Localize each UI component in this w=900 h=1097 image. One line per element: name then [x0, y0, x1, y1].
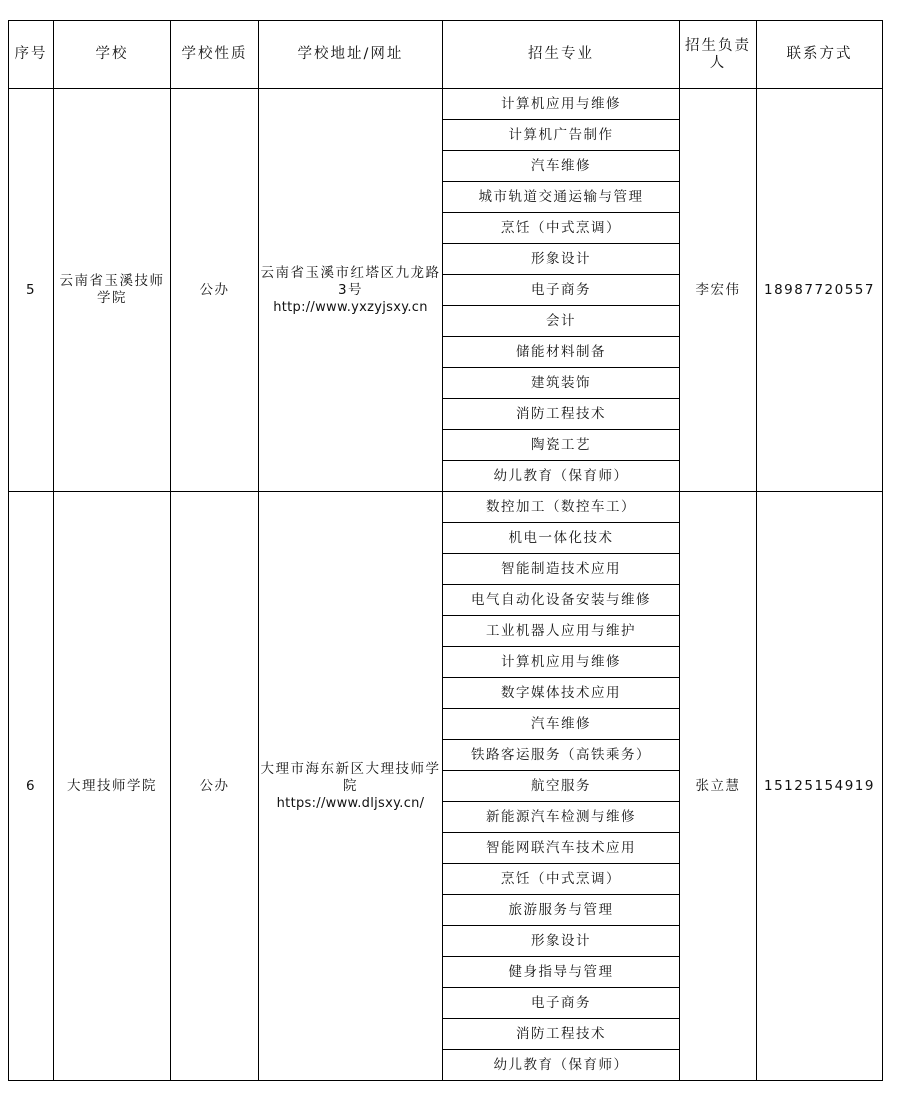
- row-seq: 6: [9, 492, 54, 1081]
- major-item: 智能制造技术应用: [443, 554, 680, 585]
- major-item: 建筑装饰: [443, 368, 680, 399]
- header-address: 学校地址/网址: [259, 21, 443, 89]
- major-item: 烹饪（中式烹调）: [443, 864, 680, 895]
- contact-phone: 15125154919: [757, 492, 883, 1081]
- major-item: 消防工程技术: [443, 399, 680, 430]
- major-item: 幼儿教育（保育师）: [443, 461, 680, 492]
- major-item: 旅游服务与管理: [443, 895, 680, 926]
- major-item: 幼儿教育（保育师）: [443, 1050, 680, 1081]
- header-seq: 序号: [9, 21, 54, 89]
- header-person: 招生负责人: [680, 21, 757, 89]
- major-item: 形象设计: [443, 244, 680, 275]
- major-item: 城市轨道交通运输与管理: [443, 182, 680, 213]
- school-name: 大理技师学院: [54, 492, 171, 1081]
- school-address-cell: [259, 492, 443, 1081]
- major-item: 电气自动化设备安装与维修: [443, 585, 680, 616]
- school-website: http://www.yxzyjsxy.cn: [273, 299, 428, 315]
- contact-phone: 18987720557: [757, 89, 883, 492]
- major-item: 航空服务: [443, 771, 680, 802]
- major-item: 计算机应用与维修: [443, 647, 680, 678]
- header-contact: 联系方式: [757, 21, 883, 89]
- table-row: [9, 492, 883, 523]
- header-row: [9, 21, 883, 89]
- major-item: 电子商务: [443, 988, 680, 1019]
- header-school: 学校: [54, 21, 171, 89]
- major-item: 汽车维修: [443, 151, 680, 182]
- major-item: 消防工程技术: [443, 1019, 680, 1050]
- school-address-cell: [259, 89, 443, 492]
- enrollment-table: [8, 20, 883, 1081]
- enrollment-person: 李宏伟: [680, 89, 757, 492]
- major-item: 会计: [443, 306, 680, 337]
- header-majors: 招生专业: [443, 21, 680, 89]
- major-item: 储能材料制备: [443, 337, 680, 368]
- major-item: 陶瓷工艺: [443, 430, 680, 461]
- major-item: 计算机广告制作: [443, 120, 680, 151]
- major-item: 数控加工（数控车工）: [443, 492, 680, 523]
- major-item: 机电一体化技术: [443, 523, 680, 554]
- school-website: https://www.dljsxy.cn/: [276, 795, 425, 811]
- school-nature: 公办: [171, 89, 259, 492]
- major-item: 新能源汽车检测与维修: [443, 802, 680, 833]
- major-item: 数字媒体技术应用: [443, 678, 680, 709]
- major-item: 形象设计: [443, 926, 680, 957]
- enrollment-person: 张立慧: [680, 492, 757, 1081]
- school-name: 云南省玉溪技师学院: [54, 89, 171, 492]
- school-nature: 公办: [171, 492, 259, 1081]
- school-address: 云南省玉溪市红塔区九龙路3号: [260, 264, 441, 298]
- major-item: 电子商务: [443, 275, 680, 306]
- table-body: [9, 89, 883, 1081]
- major-item: 汽车维修: [443, 709, 680, 740]
- table-row: [9, 89, 883, 120]
- major-item: 健身指导与管理: [443, 957, 680, 988]
- major-item: 智能网联汽车技术应用: [443, 833, 680, 864]
- header-nature: 学校性质: [171, 21, 259, 89]
- major-item: 铁路客运服务（高铁乘务）: [443, 740, 680, 771]
- major-item: 烹饪（中式烹调）: [443, 213, 680, 244]
- school-address: 大理市海东新区大理技师学院: [260, 760, 441, 794]
- major-item: 计算机应用与维修: [443, 89, 680, 120]
- major-item: 工业机器人应用与维护: [443, 616, 680, 647]
- row-seq: 5: [9, 89, 54, 492]
